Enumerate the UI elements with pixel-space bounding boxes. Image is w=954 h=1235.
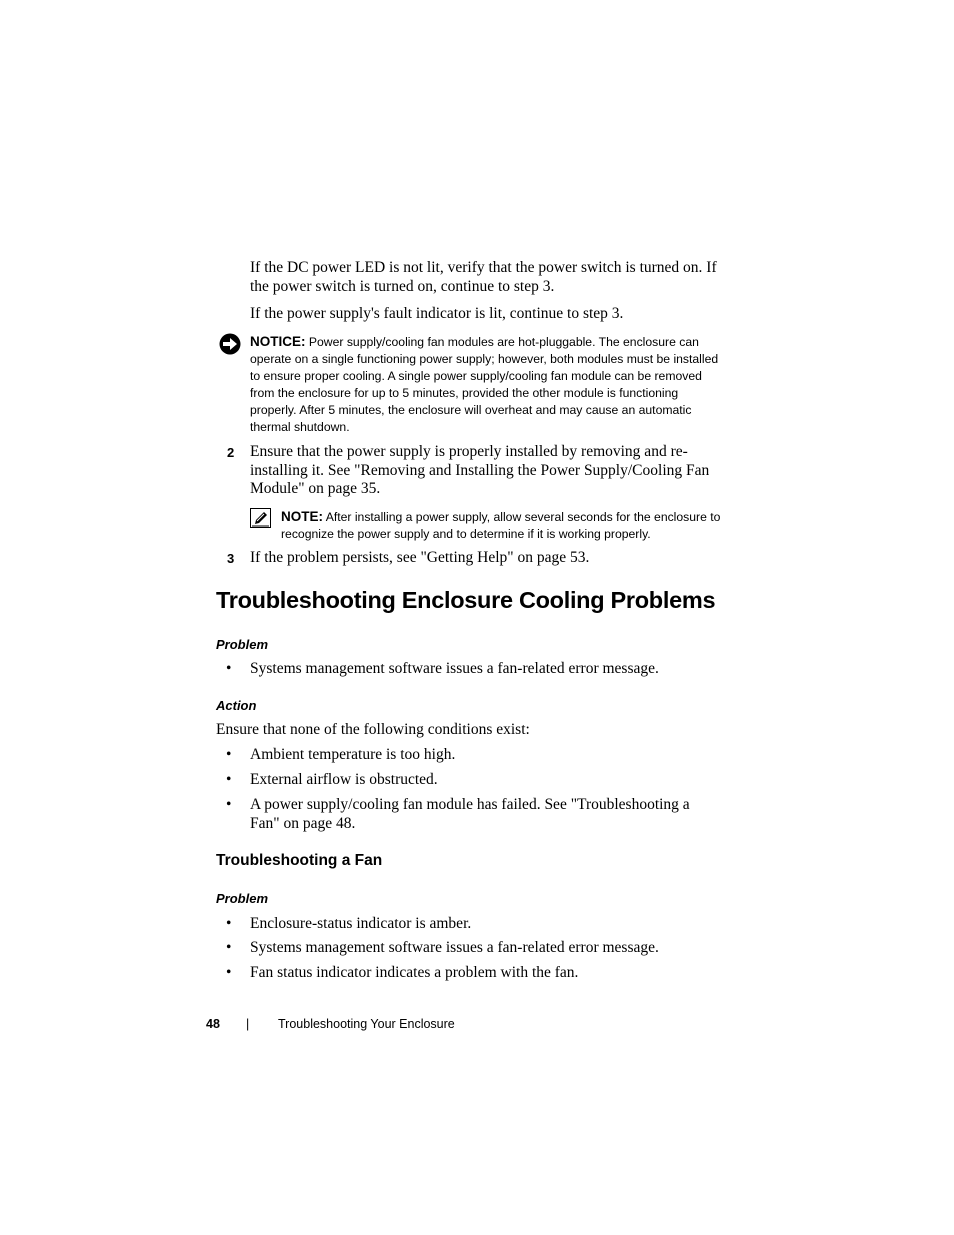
bullet-icon: • <box>226 660 232 677</box>
notice-block <box>250 333 720 436</box>
note-pencil-icon <box>250 508 271 528</box>
section-heading-cooling: Troubleshooting Enclosure Cooling Problems <box>216 587 716 613</box>
problem-label: Problem <box>216 891 269 906</box>
problem-label: Problem <box>216 637 269 652</box>
list-item: Ambient temperature is too high. <box>250 746 456 763</box>
note-block <box>281 508 721 543</box>
bullet-icon: • <box>226 746 232 763</box>
action-label: Action <box>216 698 257 713</box>
bullet-icon: • <box>226 915 232 932</box>
bullet-icon: • <box>226 796 232 813</box>
note-text: After installing a power supply, allow several seconds for the enclosure to recognize the power supply and to determine if it is working properly. <box>281 510 721 541</box>
list-item: Systems management software issues a fan-related error message. <box>250 660 659 677</box>
step-3-number: 3 <box>227 551 235 566</box>
bullet-icon: • <box>226 964 232 981</box>
note-label: NOTE: <box>281 509 323 524</box>
list-item: External airflow is obstructed. <box>250 771 438 788</box>
list-item: A power supply/cooling fan module has failed. See "Troubleshooting a Fan" on page 48. <box>250 796 690 832</box>
step-2-number: 2 <box>227 445 235 460</box>
list-item: Systems management software issues a fan-related error message. <box>250 939 659 956</box>
step-2-text: Ensure that the power supply is properly installed by removing and re-installing it. See "Removing and Installing the Power Supply/Cooling Fan Module" on page 35. <box>250 443 710 497</box>
intro-paragraph-1: If the DC power LED is not lit, verify that the power switch is turned on. If the power switch is turned on, continue to step 3. <box>250 259 717 295</box>
list-item: Enclosure-status indicator is amber. <box>250 915 472 932</box>
bullet-icon: • <box>226 939 232 956</box>
footer-chapter-title: Troubleshooting Your Enclosure <box>278 1017 455 1031</box>
footer-separator: | <box>246 1017 250 1031</box>
notice-arrow-icon <box>219 333 241 355</box>
page-number: 48 <box>206 1017 220 1031</box>
step-3-text: If the problem persists, see "Getting Help" on page 53. <box>250 549 590 566</box>
notice-text: Power supply/cooling fan modules are hot-pluggable. The enclosure can operate on a single functioning power supply; however, both modules must be installed to ensure proper cooling. A single power supply/cooling fan module can be removed from the enclosure for up to 5 minutes, provided the other module is functioning properly. After 5 minutes, the enclosure will overheat and may cause an automatic thermal shutdown. <box>250 335 719 434</box>
action-intro: Ensure that none of the following conditions exist: <box>216 721 530 738</box>
subsection-heading-fan: Troubleshooting a Fan <box>216 852 383 869</box>
intro-paragraph-2: If the power supply's fault indicator is lit, continue to step 3. <box>250 305 624 322</box>
bullet-icon: • <box>226 771 232 788</box>
list-item: Fan status indicator indicates a problem with the fan. <box>250 964 579 981</box>
notice-label: NOTICE: <box>250 334 306 349</box>
